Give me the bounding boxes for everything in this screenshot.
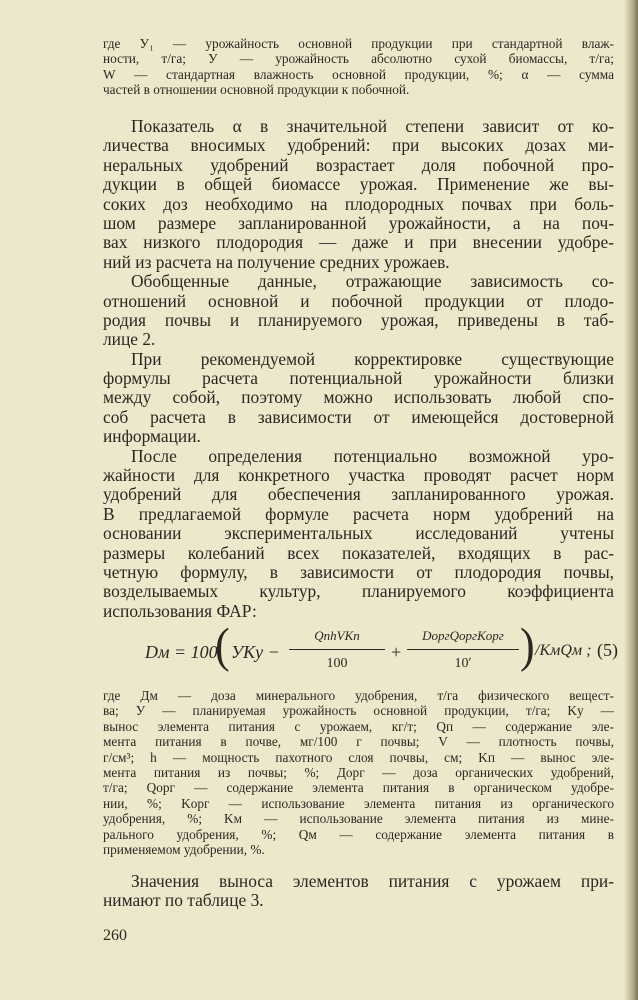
text-line: вах низкого плодородия — даже и при внесении удобре- [103, 233, 614, 253]
text-line: жайности для конкретного участка проводят расчет норм [103, 466, 614, 486]
text-line: ва; У — планируемая урожайность основной продукции, т/га; Kу — [103, 703, 614, 719]
text-line: мента питания в почве, мг/100 г почвы; V — плотность почвы, [103, 734, 614, 750]
text-line: Обобщенные данные, отражающие зависимость со- [131, 272, 614, 292]
text-line: основании экспериментальных исследований учтены [103, 524, 614, 544]
text-line: размеры колебаний всех показателей, входящих в рас- [103, 543, 614, 563]
text-line: W — стандартная влажность основной продукции, %; α — сумма [103, 66, 614, 82]
text-line: лице 2. [103, 330, 156, 350]
text-line: ний из расчета на получение средних урожаев. [103, 252, 450, 272]
text-line: нии, %; Kорг — использование элемента питания из органического [103, 795, 614, 811]
text-line: дукции в общей биомассе урожая. Применение же вы- [103, 175, 614, 195]
text-line: частей в отношении основной продукции к побочной. [103, 82, 410, 98]
text-line: четную формулу, в зависимости от плодородия почвы, [103, 562, 614, 582]
formula-open-paren: ( [215, 618, 230, 673]
text-line: мента питания из почвы; %; Дорг — доза органических удобрений, [103, 764, 614, 780]
formula-plus: + [391, 642, 402, 662]
text-line: использования ФАР: [103, 601, 257, 621]
text-line: Показатель α в значительной степени зависит от ко- [131, 117, 614, 136]
text-line: соких доз необходимо на плодородных почвах при боль- [103, 194, 614, 214]
text-line: рального удобрения, %; Qм — содержание элемента питания в [103, 826, 614, 842]
text-line: т/га; Qорг — содержание элемента питания в органическом удобре- [103, 780, 614, 796]
text-line: Значения выноса элементов питания с урожаем при- [131, 872, 614, 891]
text-line: родия почвы и планируемого урожая, приведены в таб- [103, 310, 614, 330]
text-line: формулы расчета потенциальной урожайности близки [103, 369, 614, 389]
text-line: соб расчета в зависимости от имеющейся достоверной [103, 407, 614, 427]
text-line: нимают по таблице 3. [103, 891, 264, 911]
text-line: информации. [103, 427, 201, 447]
formula-legend [103, 688, 614, 857]
body-text [103, 117, 614, 621]
text-line: возделываемых культур, планируемого коэффициента [103, 582, 614, 602]
paragraph [103, 350, 614, 447]
fraction-numerator: DоргQоргKорг [407, 628, 519, 650]
text-line: г/см³; h — мощность пахотного слоя почвы, см; Kп — вынос эле- [103, 749, 614, 765]
text-line: При рекомендуемой корректировке существующие [131, 349, 614, 369]
text-line: личества вносимых удобрений: при высоких дозах ми- [103, 136, 614, 156]
formula-close-paren: ) [520, 618, 535, 673]
paragraph [103, 447, 614, 622]
page-number: 260 [103, 927, 127, 944]
formula-lhs: Dм = 100 [145, 642, 218, 662]
formula-number: (5) [597, 640, 618, 660]
text-line: между собой, поэтому можно использовать любой спо- [103, 388, 614, 408]
variable-definitions-intro [103, 36, 614, 98]
text-line: отношений основной и побочной продукции от плодо- [103, 291, 614, 311]
fraction-numerator: QпhVKп [289, 628, 385, 650]
text-line: вынос элемента питания с урожаем, кг/т; Qп — содержание эле- [103, 718, 614, 734]
formula-term: УKу − [231, 642, 280, 662]
formula-fraction-soil [289, 628, 385, 672]
paragraph [103, 272, 614, 350]
text-line: шом размере запланированной урожайности, а на поч- [103, 213, 614, 233]
fraction-denominator: 100 [326, 656, 348, 671]
text-line: удобрений для обеспечения запланированного урожая. [103, 485, 614, 505]
text-line: После определения потенциально возможной уро- [131, 446, 614, 466]
text-line: где У₁ — урожайность основной продукции при стандартной влаж- [103, 36, 614, 51]
page-edge-shadow [624, 0, 638, 1000]
fertilizer-rate-formula [145, 618, 625, 684]
fraction-denominator: 10ʹ [454, 656, 472, 671]
text-line: В предлагаемой формуле расчета норм удобрений на [103, 504, 614, 524]
text-line: где Дм — доза минерального удобрения, т/га физического вещест- [103, 688, 614, 703]
text-line: применяемом удобрении, %. [103, 841, 265, 857]
text-line: ности, т/га; У — урожайность абсолютно сухой биомассы, т/га; [103, 51, 614, 67]
paragraph [103, 117, 614, 272]
formula-fraction-organic [407, 628, 519, 672]
formula-tail: /KмQм ; [535, 642, 592, 659]
text-line: неральных удобрений возрастает доля побочной про- [103, 155, 614, 175]
text-line: удобрения, %; Kм — использование элемента питания из мине- [103, 811, 614, 827]
closing-paragraph [103, 872, 614, 911]
